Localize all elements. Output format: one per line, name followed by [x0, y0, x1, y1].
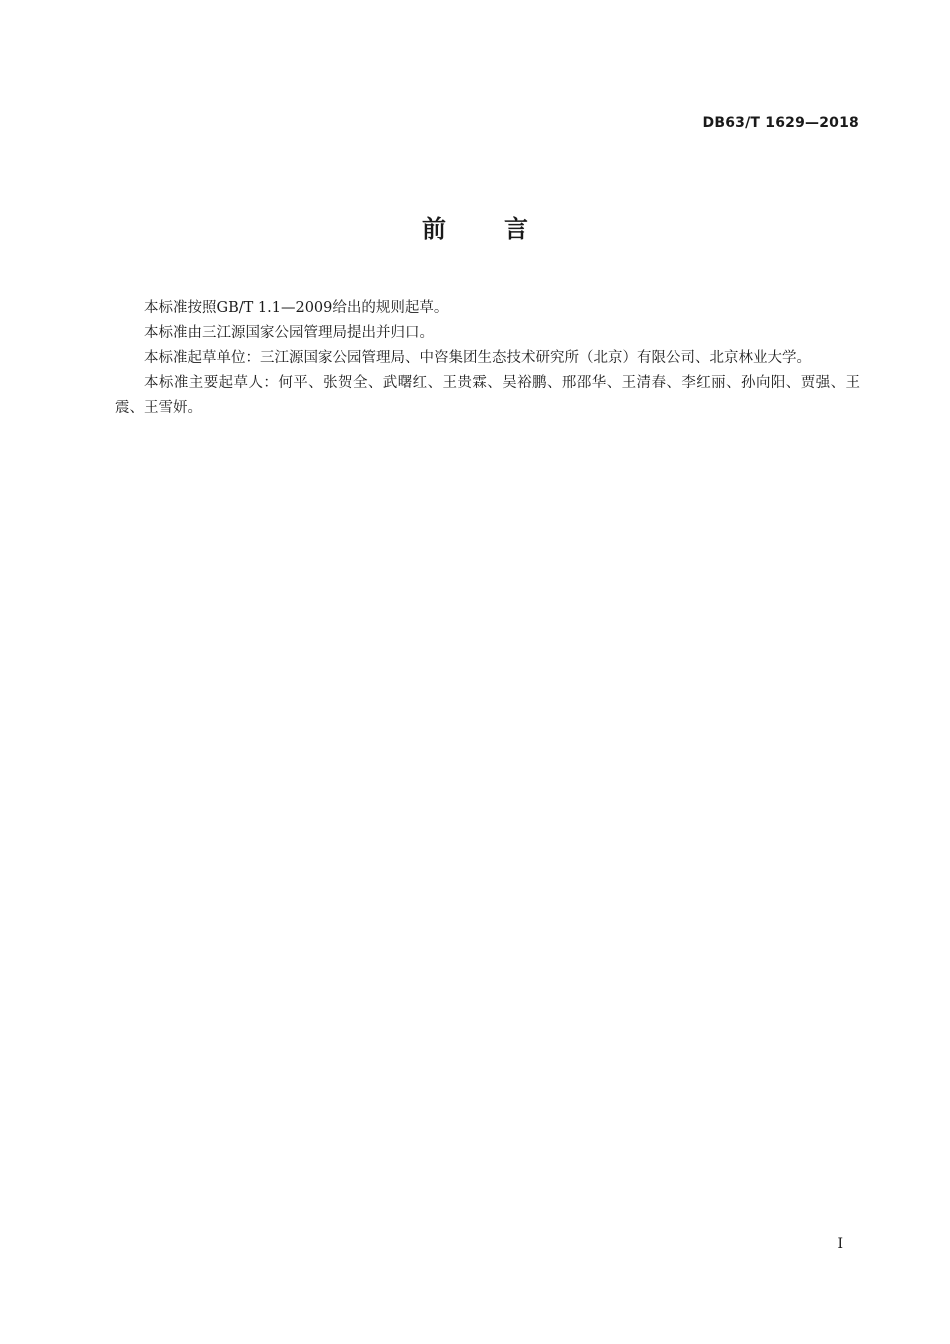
paragraph-proposer: 本标准由三江源国家公园管理局提出并归口。: [144, 325, 434, 341]
paragraph-drafting-units: 本标准起草单位：三江源国家公园管理局、中咨集团生态技术研究所（北京）有限公司、北京林业大学。: [144, 350, 811, 366]
page-number: I: [837, 1236, 843, 1252]
paragraph-drafters: 本标准主要起草人：何平、张贺全、武曙红、王贵霖、吴裕鹏、邢邵华、王清春、李红丽、孙向阳、贾强、王震、王雪妍。: [115, 375, 860, 416]
page-title: [0, 209, 950, 249]
page-title-char-1: 前: [422, 215, 446, 243]
paragraph-drafting-rules: 本标准按照GB/T 1.1—2009给出的规则起草。: [144, 300, 449, 316]
standard-code: DB63/T 1629—2018: [702, 115, 859, 131]
foreword-body: [115, 296, 860, 421]
page-title-char-2: 言: [504, 215, 528, 243]
